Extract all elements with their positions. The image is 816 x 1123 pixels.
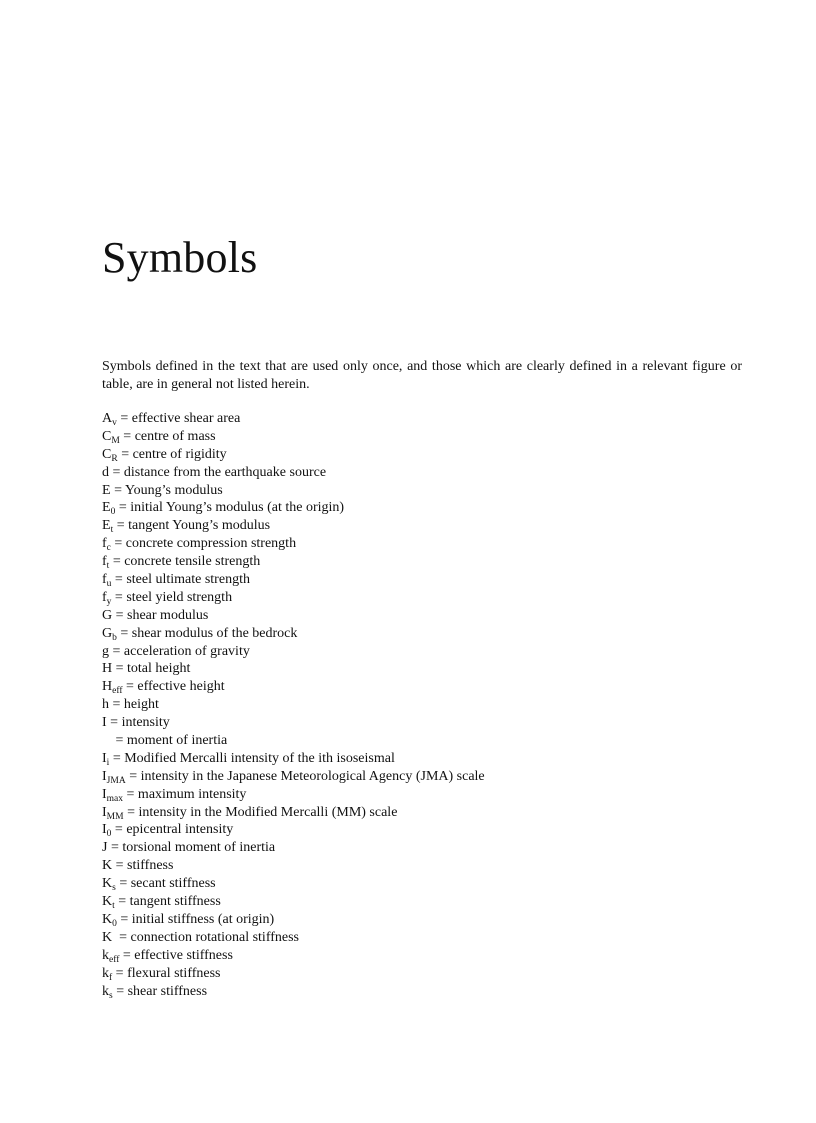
symbol-base: K xyxy=(102,911,113,927)
symbol-subscript: u xyxy=(106,579,112,590)
symbol-entry xyxy=(102,821,485,839)
symbol-entry xyxy=(102,446,485,464)
symbol-subscript: f xyxy=(109,972,113,983)
symbol-entry xyxy=(102,517,485,535)
symbol-definition: = steel yield strength xyxy=(111,589,233,605)
symbol-entry xyxy=(102,410,485,428)
symbol-definition: = height xyxy=(109,697,159,713)
page-title: Symbols xyxy=(102,233,258,282)
symbol-subscript: t xyxy=(112,901,115,912)
symbol-base: G xyxy=(102,607,113,623)
symbol-definition: = steel ultimate strength xyxy=(111,572,250,588)
symbol-base: f xyxy=(102,536,107,552)
symbol-base: C xyxy=(102,446,112,462)
symbol-base: I xyxy=(102,715,107,731)
symbol-definition: = tangent stiffness xyxy=(114,894,221,910)
symbol-definition: = shear modulus xyxy=(112,607,209,623)
symbol-subscript: c xyxy=(106,543,111,554)
symbol-definition: = maximum intensity xyxy=(123,786,247,802)
symbol-base: E xyxy=(102,482,111,498)
symbol-entry xyxy=(102,929,485,947)
symbol-subscript: eff xyxy=(112,686,123,697)
symbol-base: K xyxy=(102,876,113,892)
symbol-entry xyxy=(102,571,485,589)
symbol-definition: = initial Young’s modulus (at the origin) xyxy=(115,500,345,516)
symbol-subscript: y xyxy=(106,596,112,607)
symbol-entry xyxy=(102,857,485,875)
symbol-definition: = intensity in the Japanese Meteorological Agency (JMA) scale xyxy=(125,768,485,784)
symbol-definition: = flexural stiffness xyxy=(112,965,221,981)
symbol-definition: = secant stiffness xyxy=(115,876,216,892)
symbol-base: k xyxy=(102,965,109,981)
symbol-base: I xyxy=(102,804,107,820)
symbol-definition: = distance from the earthquake source xyxy=(109,464,327,480)
symbol-base: k xyxy=(102,947,109,963)
symbol-definition: = Young’s modulus xyxy=(110,482,223,498)
symbol-definition: = centre of mass xyxy=(119,428,216,444)
symbol-base: I xyxy=(102,786,107,802)
symbol-list xyxy=(102,410,485,1000)
symbol-definition: = connection rotational stiffness xyxy=(112,929,299,945)
symbol-base: f xyxy=(102,554,107,570)
symbol-base: C xyxy=(102,428,112,444)
symbol-entry xyxy=(102,875,485,893)
symbol-base: K xyxy=(102,858,113,874)
symbol-subscript: JMA xyxy=(106,775,126,786)
symbol-subscript: t xyxy=(106,561,110,572)
symbol-definition: = torsional moment of inertia xyxy=(107,840,276,856)
symbol-entry xyxy=(102,696,485,714)
symbol-subscript: max xyxy=(106,793,124,804)
symbol-subscript: M xyxy=(111,435,120,446)
symbol-entry xyxy=(102,660,485,678)
symbol-definition: = shear stiffness xyxy=(112,983,208,999)
symbol-subscript: v xyxy=(112,418,117,428)
symbol-entry xyxy=(102,839,485,857)
symbol-subscript: s xyxy=(112,883,116,894)
symbol-entry xyxy=(102,714,485,732)
symbol-definition: = moment of inertia xyxy=(112,733,228,749)
symbol-entry xyxy=(102,893,485,911)
symbol-entry xyxy=(102,983,485,1001)
symbol-definition: = stiffness xyxy=(112,858,174,874)
symbol-subscript: t xyxy=(110,525,114,536)
symbol-definition: = tangent Young’s modulus xyxy=(113,518,271,534)
symbol-definition: = shear modulus of the bedrock xyxy=(116,625,298,641)
symbol-entry xyxy=(102,589,485,607)
symbol-entry xyxy=(102,625,485,643)
symbol-base: K xyxy=(102,929,113,945)
symbol-base: f xyxy=(102,572,107,588)
symbol-definition: = intensity xyxy=(106,715,170,731)
symbol-entry xyxy=(102,947,485,965)
symbol-subscript: i xyxy=(106,757,110,768)
symbol-entry xyxy=(102,535,485,553)
symbol-subscript: b xyxy=(112,632,117,643)
symbol-subscript: s xyxy=(109,990,113,1001)
symbol-base: H xyxy=(102,661,113,677)
symbol-base: J xyxy=(102,840,108,856)
symbol-definition: = intensity in the Modified Mercalli (MM) scale xyxy=(123,804,398,820)
symbol-entry xyxy=(102,428,485,446)
symbol-base: h xyxy=(102,697,109,713)
symbol-definition: = effective height xyxy=(122,679,225,695)
symbol-entry xyxy=(102,482,485,500)
symbol-subscript: R xyxy=(111,453,118,464)
symbol-definition: = acceleration of gravity xyxy=(109,643,250,659)
symbol-base: I xyxy=(102,750,107,766)
symbol-entry xyxy=(102,768,485,786)
symbol-entry xyxy=(102,750,485,768)
symbol-base: d xyxy=(102,464,109,480)
symbol-subscript: 0 xyxy=(110,507,116,518)
symbol-base: E xyxy=(102,500,111,516)
symbol-entry xyxy=(102,678,485,696)
symbol-base: I xyxy=(102,768,107,784)
symbol-definition: = epicentral intensity xyxy=(111,822,234,838)
symbol-subscript: 0 xyxy=(112,918,117,929)
symbol-base: A xyxy=(102,411,113,426)
symbol-subscript: 0 xyxy=(106,829,112,840)
symbol-definition: = concrete compression strength xyxy=(110,536,297,552)
symbol-base: E xyxy=(102,518,111,534)
symbol-definition: = concrete tensile strength xyxy=(109,554,261,570)
symbol-definition: = centre of rigidity xyxy=(117,446,227,462)
symbol-entry xyxy=(102,607,485,625)
symbol-entry xyxy=(102,499,485,517)
intro-paragraph: Symbols defined in the text that are used only once, and those which are clearly defined in a relevant figure or table, are in general not listed herein. xyxy=(102,359,742,392)
symbol-entry xyxy=(102,464,485,482)
symbol-base: I xyxy=(102,822,107,838)
symbol-base: K xyxy=(102,894,113,910)
symbol-definition: = effective stiffness xyxy=(119,947,233,963)
symbol-entry xyxy=(102,786,485,804)
symbol-subscript: MM xyxy=(106,811,124,822)
symbol-definition: = initial stiffness (at origin) xyxy=(116,911,275,927)
symbol-base: H xyxy=(102,679,113,695)
symbol-entry xyxy=(102,732,485,750)
symbol-entry xyxy=(102,643,485,661)
symbol-subscript: eff xyxy=(109,954,120,965)
symbol-definition: = total height xyxy=(112,661,191,677)
symbol-base: g xyxy=(102,643,109,659)
symbol-entry xyxy=(102,804,485,822)
symbol-base: k xyxy=(102,983,109,999)
symbol-definition: = Modified Mercalli intensity of the ith isoseismal xyxy=(109,750,395,766)
symbol-definition: = effective shear area xyxy=(116,411,241,426)
symbol-entry xyxy=(102,553,485,571)
symbol-base: G xyxy=(102,625,113,641)
symbol-base: f xyxy=(102,589,107,605)
symbol-entry xyxy=(102,911,485,929)
symbol-entry xyxy=(102,965,485,983)
